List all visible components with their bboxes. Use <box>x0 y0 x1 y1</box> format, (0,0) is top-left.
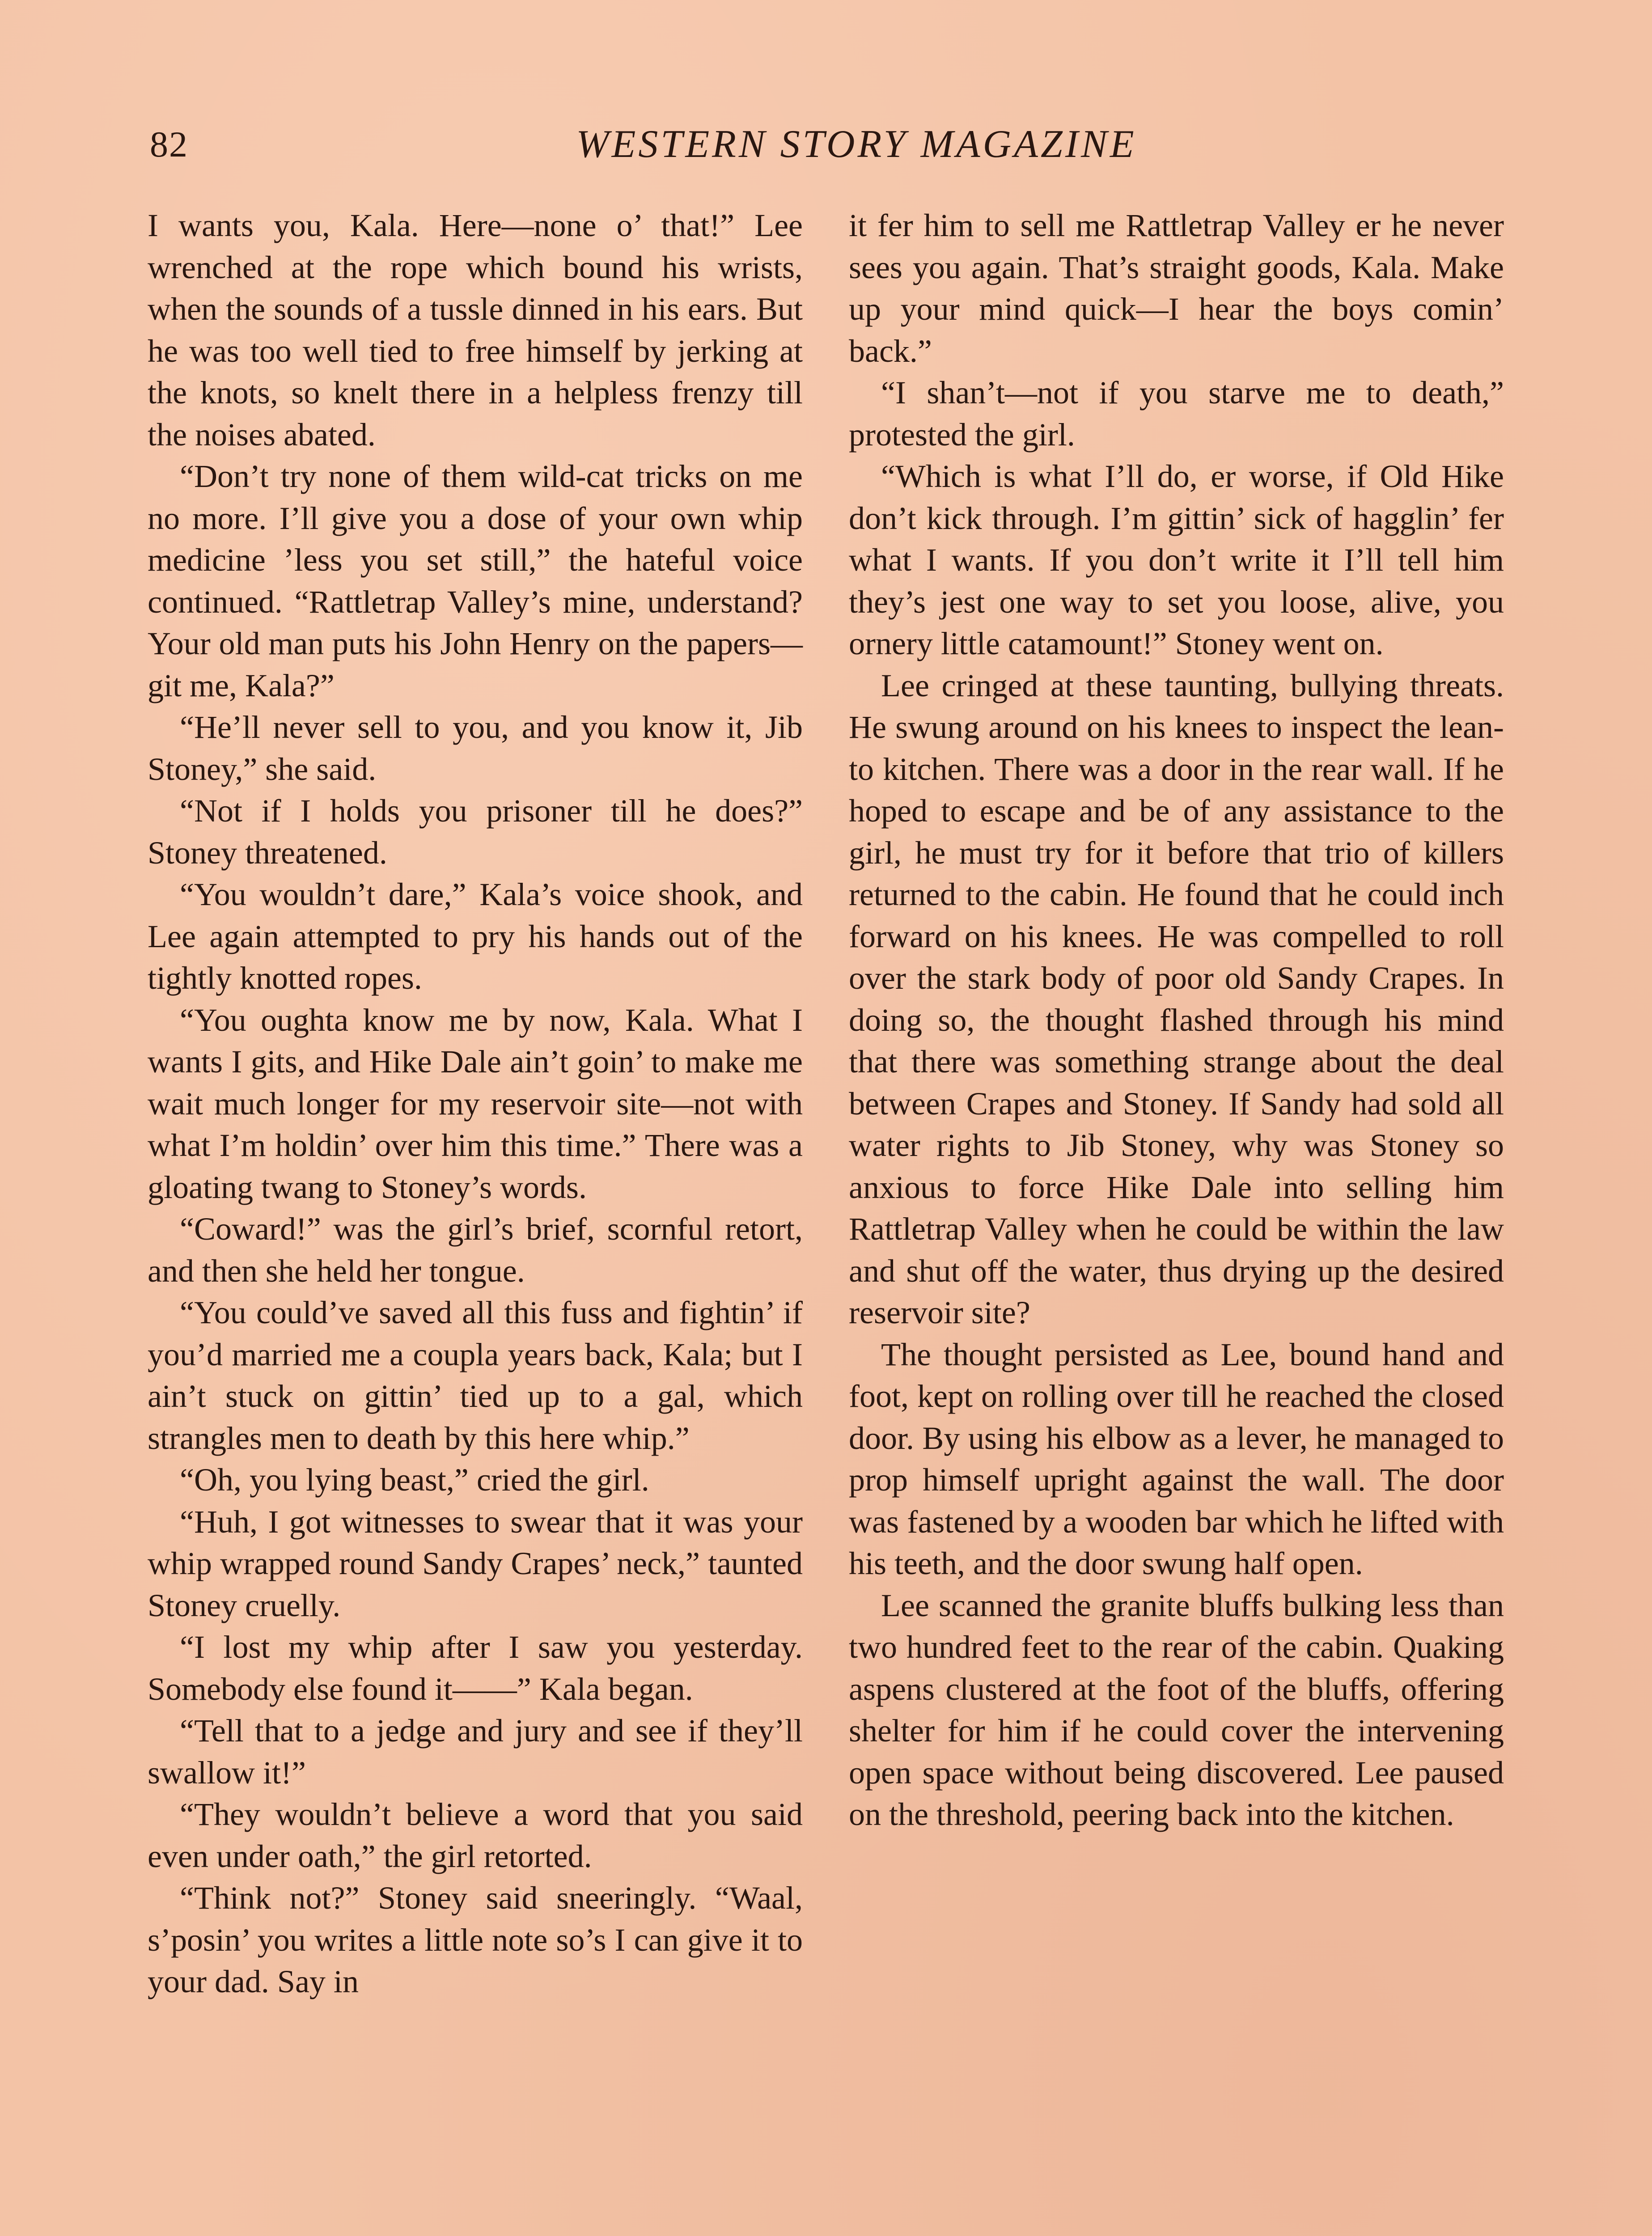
paragraph: Lee cringed at these taunting, bullying threats. He swung around on his knees to inspect the lean-to kitchen. There was a door in the rear wall. If he hoped to escape and be of any assistance to the girl, he must try for it before that trio of killers returned to the cabin. He found that he could inch forward on his knees. He was compelled to roll over the stark body of poor old Sandy Crapes. In doing so, the thought flashed through his mind that there was something strange about the deal between Crapes and Stoney. If Sandy had sold all water rights to Jib Stoney, why was Stoney so anxious to force Hike Dale into selling him Rattletrap Valley when he could be within the law and shut off the water, thus drying up the desired reservoir site? <box>849 667 1504 1330</box>
paragraph: “Huh, I got witnesses to swear that it was your whip wrapped round Sandy Crapes’ neck,” taunted Stoney cruelly. <box>148 1503 803 1623</box>
paragraph: “Tell that to a jedge and jury and see if they’ll swallow it!” <box>148 1713 803 1791</box>
paragraph: “Oh, you lying beast,” cried the girl. <box>180 1462 649 1498</box>
right-column <box>849 205 1504 1836</box>
paragraph: The thought persisted as Lee, bound hand and foot, kept on rolling over till he reached the closed door. By using his elbow as a lever, he managed to prop himself upright against the wall. The door was fastened by a wooden bar which he lifted with his teeth, and the door swung half open. <box>849 1336 1504 1581</box>
paragraph: “He’ll never sell to you, and you know it, Jib Stoney,” she said. <box>148 709 803 787</box>
left-column <box>148 205 803 2003</box>
running-head: WESTERN STORY MAGAZINE <box>576 123 1137 166</box>
paragraph: “Not if I holds you prisoner till he does?” Stoney threatened. <box>148 793 803 871</box>
paragraph: “Which is what I’ll do, er worse, if Old Hike don’t kick through. I’m gittin’ sick of hagglin’ fer what I wants. If you don’t write it I’ll tell him they’s jest one way to set you loose, alive, you ornery little catamount!” Stoney went on. <box>849 458 1504 661</box>
paragraph: Lee scanned the granite bluffs bulking less than two hundred feet to the rear of the cabin. Quaking aspens clustered at the foot of the bluffs, offering shelter for him if he could cover the intervening open space without being discovered. Lee paused on the threshold, peering back into the kitchen. <box>849 1587 1504 1832</box>
paragraph: I wants you, Kala. Here—none o’ that!” Lee wrenched at the rope which bound his wrists, when the sounds of a tussle dinned in his ears. But he was too well tied to free himself by jerking at the knots, so knelt there in a helpless frenzy till the noises abated. <box>148 208 803 453</box>
page-number: 82 <box>150 124 188 165</box>
paragraph: “I lost my whip after I saw you yesterday. Somebody else found it——” Kala began. <box>148 1629 803 1707</box>
paragraph: “Don’t try none of them wild-cat tricks on me no more. I’ll give you a dose of your own whip medicine ’less you set still,” the hateful voice continued. “Rattletrap Valley’s mine, understand? Your old man puts his John Henry on the papers—git me, Kala?” <box>148 458 803 703</box>
paragraph: “Coward!” was the girl’s brief, scornful retort, and then she held her tongue. <box>148 1211 803 1289</box>
paragraph: “You wouldn’t dare,” Kala’s voice shook, and Lee again attempted to pry his hands out of the tightly knotted ropes. <box>148 877 803 996</box>
paragraph: it fer him to sell me Rattletrap Valley er he never sees you again. That’s straight goods, Kala. Make up your mind quick—I hear the boys comin’ back.” <box>849 208 1504 369</box>
paragraph: “They wouldn’t believe a word that you said even under oath,” the girl retorted. <box>148 1796 803 1874</box>
paragraph: “I shan’t—not if you starve me to death,” protested the girl. <box>849 375 1504 453</box>
page-header <box>150 120 1505 169</box>
paragraph: “You oughta know me by now, Kala. What I wants I gits, and Hike Dale ain’t goin’ to make me wait much longer for my reservoir site—not with what I’m holdin’ over him this time.” There was a gloating twang to Stoney’s words. <box>148 1002 803 1205</box>
paragraph: “You could’ve saved all this fuss and fightin’ if you’d married me a coupla years back, Kala; but I ain’t stuck on gittin’ tied up to a gal, which strangles men to death by this here whip.” <box>148 1295 803 1456</box>
paragraph: “Think not?” Stoney said sneeringly. “Waal, s’posin’ you writes a little note so’s I can give it to your dad. Say in <box>148 1880 803 1999</box>
